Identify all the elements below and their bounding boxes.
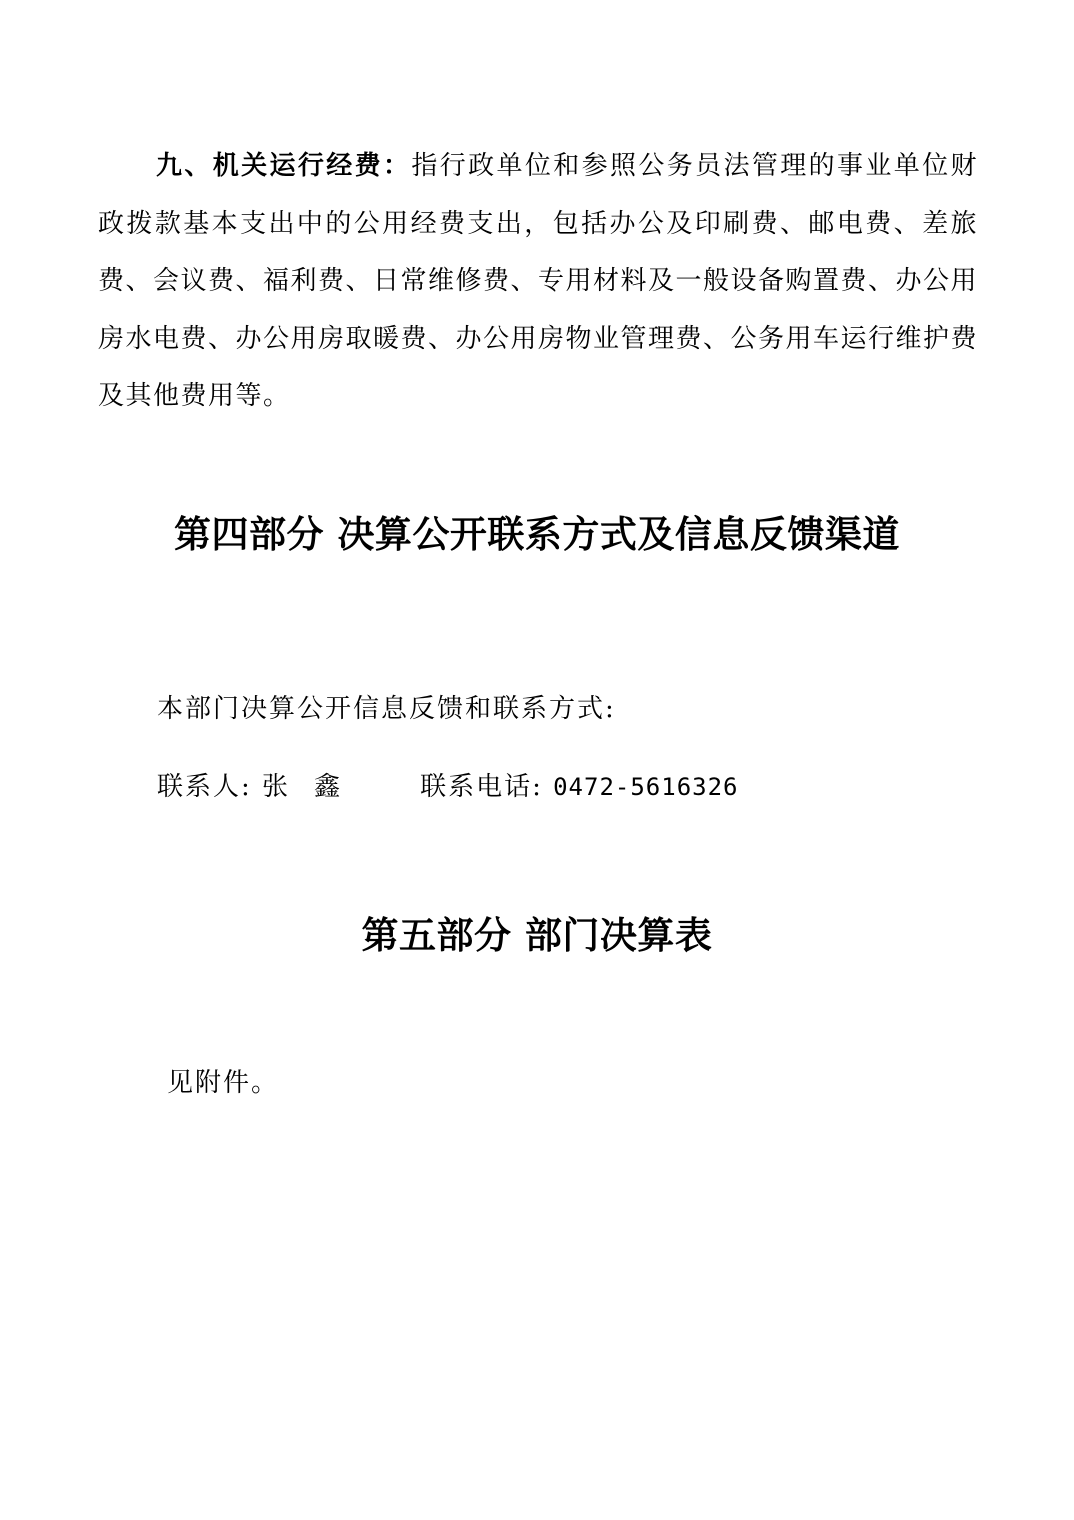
phone-value: 0472-5616326: [553, 773, 739, 801]
part-5-heading: 第五部分 部门决算表: [361, 913, 713, 957]
section-9-body: 指行政单位和参照公务员法管理的事业单位财政拨款基本支出中的公用经费支出，包括办公及印刷费、邮电费、差旅费、会议费、福利费、日常维修费、专用材料及一般设备购置费、办公用房水电费、办公用房取暖费、办公用房物业管理费、公务用车运行维护费及其他费用等。: [98, 151, 979, 411]
contact-name-given: 鑫: [314, 772, 343, 802]
feedback-intro: 本部门决算公开信息反馈和联系方式:: [157, 694, 616, 724]
contact-line: [157, 766, 738, 803]
section-9-lead: 九、机关运行经费：: [156, 151, 412, 181]
part-4-heading: 第四部分 决算公开联系方式及信息反馈渠道: [174, 512, 900, 556]
section-9-paragraph: [98, 138, 978, 426]
phone-label: 联系电话:: [420, 772, 543, 802]
contact-label: 联系人:: [157, 772, 252, 802]
attachment-note: 见附件。: [167, 1068, 280, 1098]
contact-name-surname: 张: [262, 772, 291, 802]
